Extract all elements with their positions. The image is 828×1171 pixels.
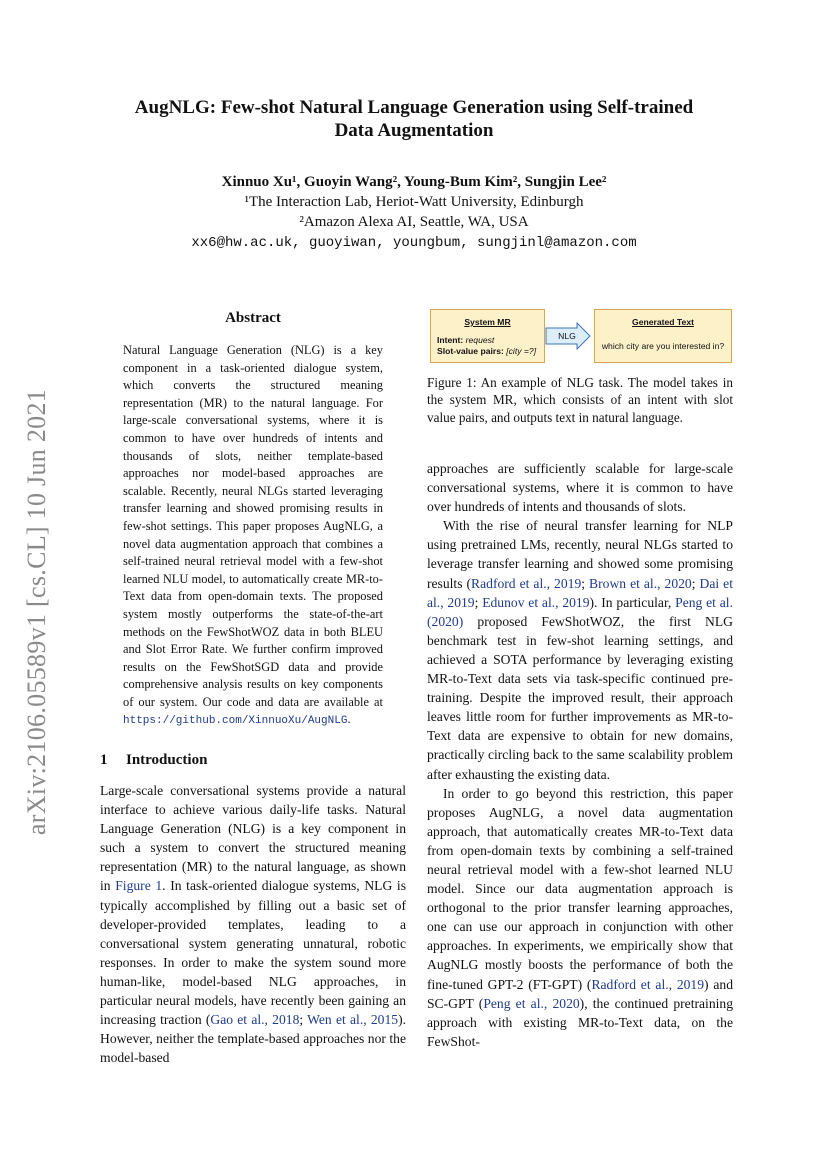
generated-text-box: [594, 309, 732, 363]
citation-link[interactable]: Peng et al., 2020: [483, 995, 580, 1011]
text-chunk: ). In particular,: [589, 594, 672, 610]
abstract-heading: Abstract: [225, 310, 281, 326]
citation-link[interactable]: Dai et al., 2019: [427, 575, 733, 610]
affiliation-1: ¹The Interaction Lab, Heriot-Watt University, Edinburgh: [244, 194, 584, 210]
text-chunk: ). However, neither the template-based approaches nor the model-based: [100, 1012, 406, 1066]
slot-value: [city =?]: [506, 346, 537, 356]
citation-link[interactable]: Radford et al., 2019: [591, 976, 705, 992]
citation-link[interactable]: Wen et al., 2015: [307, 1012, 399, 1028]
abstract-text: Natural Language Generation (NLG) is a key component in a task-oriented dialogue system, which converts the structured meaning representation (MR) to the natural language. For large-scale conversational systems, where it is common to have over hundreds of intents and thousands of slots, neither template-based approaches nor model-based approaches are scalable. Recently, neural NLGs started leveraging transfer learning and showed promising results in few-shot settings. This paper proposes AugNLG, a novel data augmentation approach that combines a self-trained neural retrieval model with a few-shot learned NLU model, to automatically create MR-to-Text data from open-domain texts. The proposed system mostly outperforms the state-of-the-art methods on the FewShotWOZ data in both BLEU and Slot Error Rate. We further confirm improved results on the FewShotSGD data and provide comprehensive analysis results on key components of our system. Our code and data are available at: [123, 343, 383, 709]
text-chunk: ), the continued pretraining approach with existing MR-to-Text data, on the FewShot-: [427, 995, 734, 1049]
paragraph-right-3: [427, 784, 733, 1051]
section-heading-introduction: [100, 752, 207, 769]
left-column-intro: [100, 781, 406, 1067]
intent-label: Intent:: [437, 335, 464, 345]
citation-link[interactable]: Gao et al., 2018: [210, 1012, 300, 1028]
citation-link[interactable]: Peng et al. (2020): [427, 594, 733, 629]
figure-1: [427, 306, 733, 366]
section-title: Introduction: [126, 752, 208, 768]
citation-link[interactable]: Edunov et al., 2019: [482, 594, 590, 610]
abstract-body: [123, 342, 383, 731]
slot-line: [437, 346, 544, 357]
citation-link[interactable]: Brown et al., 2020: [589, 575, 692, 591]
paper-title: [90, 96, 738, 142]
figure-reference-link[interactable]: Figure 1: [115, 878, 163, 894]
figure-caption: Figure 1: An example of NLG task. The model takes in the system MR, which consists of an intent with slot value pairs, and outputs text in natural language.: [427, 375, 733, 425]
system-mr-title: System MR: [464, 317, 511, 327]
generated-text-value: which city are you interested in?: [601, 341, 725, 351]
arxiv-id-text: arXiv:2106.05589v1 [cs.CL] 10 Jun 2021: [22, 388, 52, 836]
text-chunk: With the rise of neural transfer learning for NLP using pretrained LMs, recently, neural NLGs started to leverage transfer learning and showed some promising results (: [427, 518, 733, 591]
author-names: Xinnuo Xu¹, Guoyin Wang², Young-Bum Kim², Sungjin Lee²: [221, 174, 607, 190]
intent-line: [437, 335, 544, 346]
slot-label: Slot-value pairs:: [437, 346, 504, 356]
paragraph-right-2: With the rise of neural transfer learning for NLP using pretrained LMs, recently, neural NLGs started to leverage transfer learning and showed some promising results (Radford et al., 2019; Brown et al., 2020; Dai et al., 2019; Edunov et al., 2019). In particular, Peng et al. (2020) proposed FewShotWOZ, the first NLG benchmark test in few-shot learning settings, and achieved a SOTA performance by leveraging existing MR-to-Text data sets via task-specific continued pre-training. Despite the improved result, their approach leaves little room for further improvements as MR-to-Text data are expensive to obtain for new domains, practically circling back to the same scalability problem after exhausting the existing data.: [427, 518, 733, 782]
text-chunk: proposed FewShotWOZ, the first NLG benchmark test in few-shot learning settings, and achieved a SOTA performance by leveraging existing MR-to-Text data sets via task-specific continued pre-training. Despite the improved result, their approach leaves little room for further improvements as MR-to-Text data are expensive to obtain for new domains, practically circling back to the same scalability problem after exhausting the existing data.: [427, 613, 733, 782]
right-column: [427, 459, 733, 1051]
code-link[interactable]: https://github.com/XinnuoXu/AugNLG: [123, 715, 348, 728]
text-chunk: . In task-oriented dialogue systems, NLG is typically accomplished by filling out a basic set of developer-provided templates, leading to a conversational system generating unnatural, robotic responses. In order to make the system sound more human-like, model-based NLG approaches, in particular neural models, have recently been gaining an increasing traction (: [100, 878, 406, 1028]
title-line-1: AugNLG: Few-shot Natural Language Generation using Self-trained: [134, 97, 694, 118]
paragraph-right-1: approaches are sufficiently scalable for large-scale conversational systems, where it is common to have over hundreds of intents and thousands of slots.: [427, 461, 733, 515]
generated-text-title: Generated Text: [632, 317, 694, 327]
affiliation-2: ²Amazon Alexa AI, Seattle, WA, USA: [299, 214, 529, 230]
paragraph-left-1: [100, 781, 406, 1067]
author-emails: xx6@hw.ac.uk, guoyiwan, youngbum, sungjinl@amazon.com: [191, 235, 637, 251]
text-chunk: Large-scale conversational systems provide a natural interface to achieve various daily-life tasks. Natural Language Generation (NLG) is a key component in such a system to convert the structured meaning representation (MR) to the natural language, as shown in: [100, 783, 406, 894]
nlg-label: NLG: [558, 331, 576, 341]
arxiv-identifier: [22, 372, 52, 852]
intent-value: request: [465, 335, 495, 345]
system-mr-box: [430, 309, 545, 363]
separator: ;: [299, 1012, 308, 1028]
title-line-2: Data Augmentation: [334, 120, 494, 141]
text-chunk: In order to go beyond this restriction, this paper proposes AugNLG, a novel data augmentation approach, that automatically creates MR-to-Text data from open-domain texts by combining a self-trained neural retrieval model with a few-shot learned NLU model. Since our data augmentation approach is orthogonal to the prior transfer learning approaches, one can use our approach in conjunction with other approaches. In experiments, we empirically show that AugNLG mostly boosts the performance of both the fine-tuned GPT-2 (FT-GPT) (: [427, 785, 733, 992]
citation-link[interactable]: Radford et al., 2019: [471, 575, 582, 591]
section-number: 1: [100, 752, 108, 768]
abstract-end: .: [347, 712, 351, 727]
author-block: [90, 172, 738, 253]
text-chunk: ) and SC-GPT (: [427, 976, 733, 1011]
